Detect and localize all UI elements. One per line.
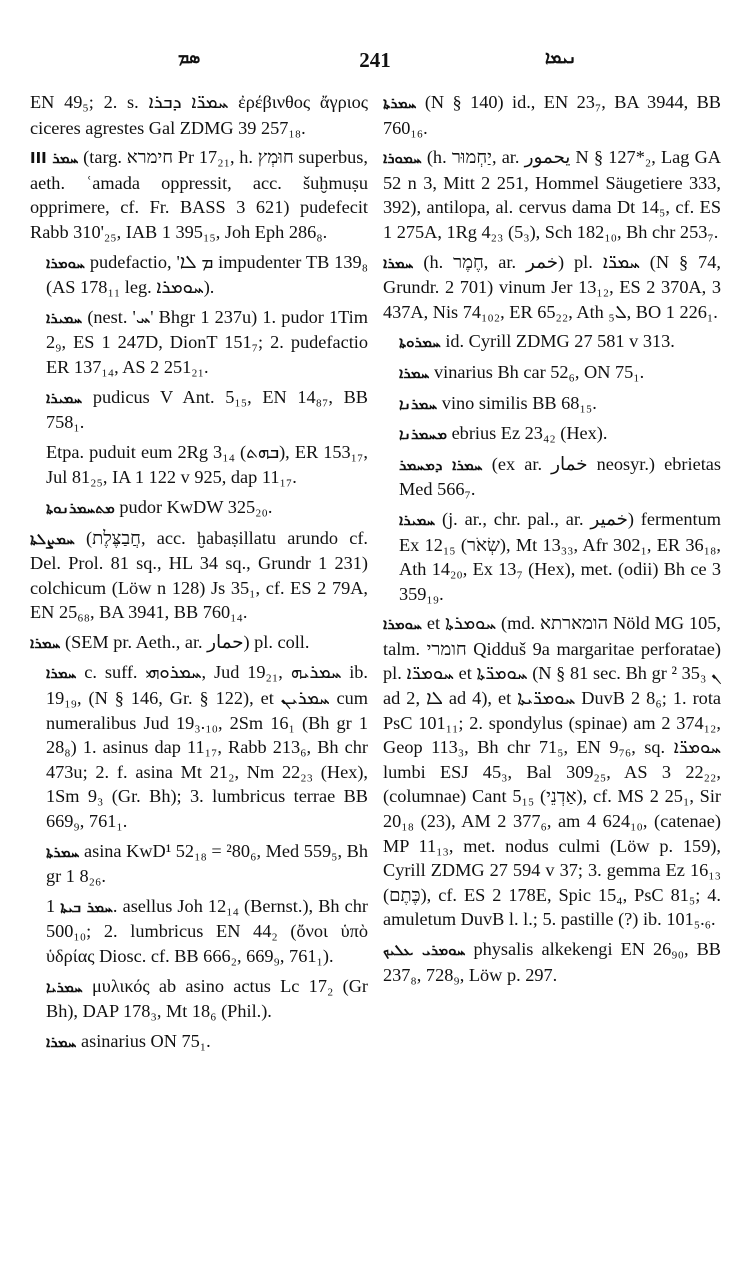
entry	[30, 526, 368, 625]
entry	[30, 894, 368, 969]
entry-text: physalis alkekengi EN 26₉₀, BB 237₈, 728₉, Löw p. 297.	[383, 939, 721, 985]
entry	[30, 250, 368, 300]
entry-lemma: ܚܡܪܐ	[399, 363, 430, 382]
entry-lemma: ܚܡܪܐ	[30, 633, 61, 652]
entry-text: 1. asellus Joh 12₁₄ (Bernst.), Bh chr 500₁₀; 2. lumbricus EN 44₂ (ὄνοι ὑπὸ ὑδρίας Diosc. cf. BB 666₂, 669₉, 761₁).	[46, 895, 368, 966]
entry	[383, 421, 721, 447]
entry	[30, 145, 368, 244]
entry-text: asinarius ON 75₁.	[80, 1030, 211, 1051]
entry-lemma: ܚܡܝܪܐ	[46, 308, 83, 327]
entry-text: Etpa. puduit eum 2Rg 3₁₄ (ܒܗܬ), ER 153₁₇, Jul 81₂₅, IA 1 122 v 925, dap 11₁₇.	[46, 441, 368, 488]
entry-lemma: ܚܡܪ ܒܝܬܐ	[60, 897, 113, 916]
entry-lemma: ܚܡܪܬܐ	[383, 94, 417, 112]
entry	[383, 611, 721, 932]
entry-text: ebrius Ez 23₄₂ (Hex).	[451, 423, 608, 444]
entry-lemma: ܡܬܚܡܪܢܘܬܐ	[46, 498, 115, 517]
left-column	[30, 90, 368, 1059]
entry	[383, 90, 721, 140]
entry-lemma: ܚܡܪܐ	[46, 1032, 77, 1051]
entry	[383, 250, 721, 325]
entry-lemma: ܚܘܡܪܝ ܥܠܝܟ	[383, 941, 466, 959]
entry-lemma: ܚܡܪܐ	[383, 253, 414, 272]
entry-text: (targ. חימרא Pr 17₂₁, h. חוּמְץ superbus, aeth. ʿamada oppressit, acc. šuḫmuṣu opprimere, cf. Fr. BASS 3 621) pudefecit Rabb 310'₂₅, IAB 1 395₁₅, Joh Eph 286₈.	[30, 147, 368, 242]
entry-lemma: ܡܚܡܪܢܐ	[399, 425, 447, 444]
entry-text: μυλικός ab asino actus Lc 17₂ (Gr Bh), DAP 178₃, Mt 18₆ (Phil.).	[46, 975, 368, 1022]
entry-lemma: ܚܡܪܐ	[46, 664, 77, 683]
entry-lemma: ܚܡܝܪܐ	[46, 388, 83, 407]
right-column	[383, 90, 721, 992]
entry	[383, 507, 721, 606]
running-head-left: ܣܡ	[178, 48, 201, 67]
entry-lemma: ܚܡܪܢܐ	[399, 394, 438, 413]
entry-lemma: III ܚܡܪ	[30, 149, 79, 168]
entry-text: c. suff. ܚܡܪܘܗܝ, Jud 19₂₁, ܚܡܪܝܗ ib. 19₁₉, (N § 146, Gr. § 122), et ܚܡܪܝܢ cum numeralibus Jud 19₃.₁₀, 2Sm 16₁ (Bh gr 1 28₈) 1. asinus dap 11₁₇, Rabb 213₆, Bh chr 473u; 2. f. asina Mt 21₂, Nm 22₂₃ (Hex), 1Sm 9₃ (Gr. Bh); 3. lumbricus terrae BB 669₉, 761₁.	[46, 662, 368, 832]
entry	[30, 974, 368, 1024]
entry-text: asina KwD¹ 52₁₈ = ²80₆, Med 559₅, Bh gr 1 8₂₆.	[46, 840, 368, 887]
entry-text: vinarius Bh car 52₆, ON 75₁.	[433, 361, 645, 382]
entry	[30, 839, 368, 889]
entry-lemma: ܚܡܪܝܐ	[46, 977, 83, 996]
entry-lemma: ܚܘܡܪܐ	[383, 615, 422, 634]
entry-text: et ܚܘܡܪܬܐ (md. הומארתא Nöld MG 105, talm. חומרי Qidduš 9a margaritae perforatae) pl. ܚܘܡܪ̈ܐ et ܚܘܡܪ̈ܬܐ (N § 81 sec. Bh gr ² 35₃ ܢ ad 2, ܠܐ ad 4), et ܚܘܡܪ̈ܝܬܐ DuvB 2 8₆; 1. rota PsC 101₁₁; 2. spondylus (spinae) am 2 374₁₂, Geop 113₃, Bh chr 71₅, EN 9₇₆, sq. ܚܘܡܪ̈ܐ lumbi ESJ 45₃, Bal 309₂₅, AS 3 22₂₂, (columnae) Cant 5₁₅ (אַדְנֵי), cf. MS 2 25₁, Sir 20₁₈ (23), AM 2 377₆, am 4 624₁₀, (catenae) MP 11₁₃, met. nodus culmi (Löw p. 159), Cyrill ZDMG 27 594 v 37; 3. gemma Ez 16₁₃ (כֶּתֶם), cf. ES 2 178E, Spic 15₄, PsC 81₅; 4. amuletum DuvB l. l.; 5. pastille (?) ib. 101₅.₆.	[383, 613, 722, 930]
entry-text: (h. יַחְמוּר, ar. يحمور N § 127*₂, Lag GA 52 n 3, Mitt 2 251, Hommel Säugetiere 333, 392), antilopa, al. cervus dama Dt 14₅, cf. ES 1 275A, 1Rg 4₂₃ (5₃), Sch 182₁₀, Bh chr 253₇.	[383, 147, 721, 242]
entry-lemma: ܚܡܘܪܐ	[383, 149, 422, 168]
entry	[383, 391, 721, 417]
entry-text: vino similis BB 68₁₅.	[441, 392, 597, 413]
entry	[383, 145, 721, 244]
page-number: 241	[359, 48, 391, 72]
entry-text: (j. ar., chr. pal., ar. خمير) fermentum Ex 12₁₅ (שְׂאֹר), Mt 13₃₃, Afr 302₁, ER 36₁₈, Ath 14₂₀, Ex 13₇ (Hex), met. (odii) Bh ce 3 359₁₉.	[399, 508, 721, 604]
entry	[383, 360, 721, 386]
entry	[30, 1029, 368, 1055]
entry-text: (חֲבַצֶּלֶת, acc. ḫabaṣillatu arundo cf. Del. Prol. 81 sq., HL 34 sq., Grundr 1 231) colchicum (Löw n 128) Js 35₁, cf. ES 2 79A, EN 25₆₈, BA 3941, BB 760₁₄.	[30, 527, 368, 623]
entry-text: EN 49₅; 2. s. ܚܡܪ̈ܐ ܕܒܪܐ ἐρέβινθος ἄγριος ciceres agrestes Gal ZDMG 39 257₁₈.	[30, 92, 368, 138]
entry	[30, 630, 368, 656]
entry-text: pudor KwDW 325₂₀.	[119, 496, 273, 517]
entry-text: (ex ar. خمار neosyr.) ebrietas Med 566₇.	[399, 453, 721, 500]
entry	[30, 440, 368, 490]
entry-text: (h. חֶמֶר, ar. خمر) pl. ܚܡܪ̈ܐ (N § 74, Grundr. 2 701) vinum Jer 13₁₂, ES 2 370A, 3 437A, Nis 74₁₀₂, ER 65₂₂, Ath ܠ₅, BO 1 226₁.	[383, 251, 721, 322]
entry-text: (nest. 'ܚ' Bhgr 1 237u) 1. pudor 1Tim 2₉, ES 1 247D, DionT 151₇; 2. pudefactio ER 137₁₄, AS 2 251₂₁.	[46, 306, 368, 377]
running-head-right: ܢܝܡܐ	[545, 48, 577, 67]
entry-lemma: ܚܡܨܠܬܐ	[30, 529, 75, 548]
entry-lemma: ܚܘܡܪܐ	[46, 253, 85, 272]
entry-lemma: ܚܡܪܘܬܐ	[399, 333, 441, 352]
entry-text: pudefactio, 'ܡ ܠܐ impudenter TB 139₈ (AS 178₁₁ leg. ܚܘܡܪܐ).	[46, 251, 368, 298]
entry	[30, 385, 368, 435]
entry	[383, 452, 721, 502]
entry	[30, 90, 368, 140]
entry-lemma: ܚܡܪܐ ܕܡܚܡܪ	[399, 455, 483, 474]
entry	[30, 495, 368, 521]
entry	[30, 305, 368, 380]
entry-lemma: ܚܡܝܪܐ	[399, 510, 436, 529]
entry	[30, 660, 368, 833]
entry-lemma: ܚܡܪܬܐ	[46, 842, 80, 861]
entry-text: (N § 140) id., EN 23₇, BA 3944, BB 760₁₆.	[383, 92, 721, 138]
entry-text: id. Cyrill ZDMG 27 581 v 313.	[445, 331, 675, 352]
page-header	[30, 48, 720, 74]
entry-text: (SEM pr. Aeth., ar. حمار) pl. coll.	[64, 631, 310, 652]
entry	[383, 329, 721, 355]
entry-text: pudicus V Ant. 5₁₅, EN 14₈₇, BB 758₁.	[46, 386, 368, 433]
entry	[383, 937, 721, 987]
